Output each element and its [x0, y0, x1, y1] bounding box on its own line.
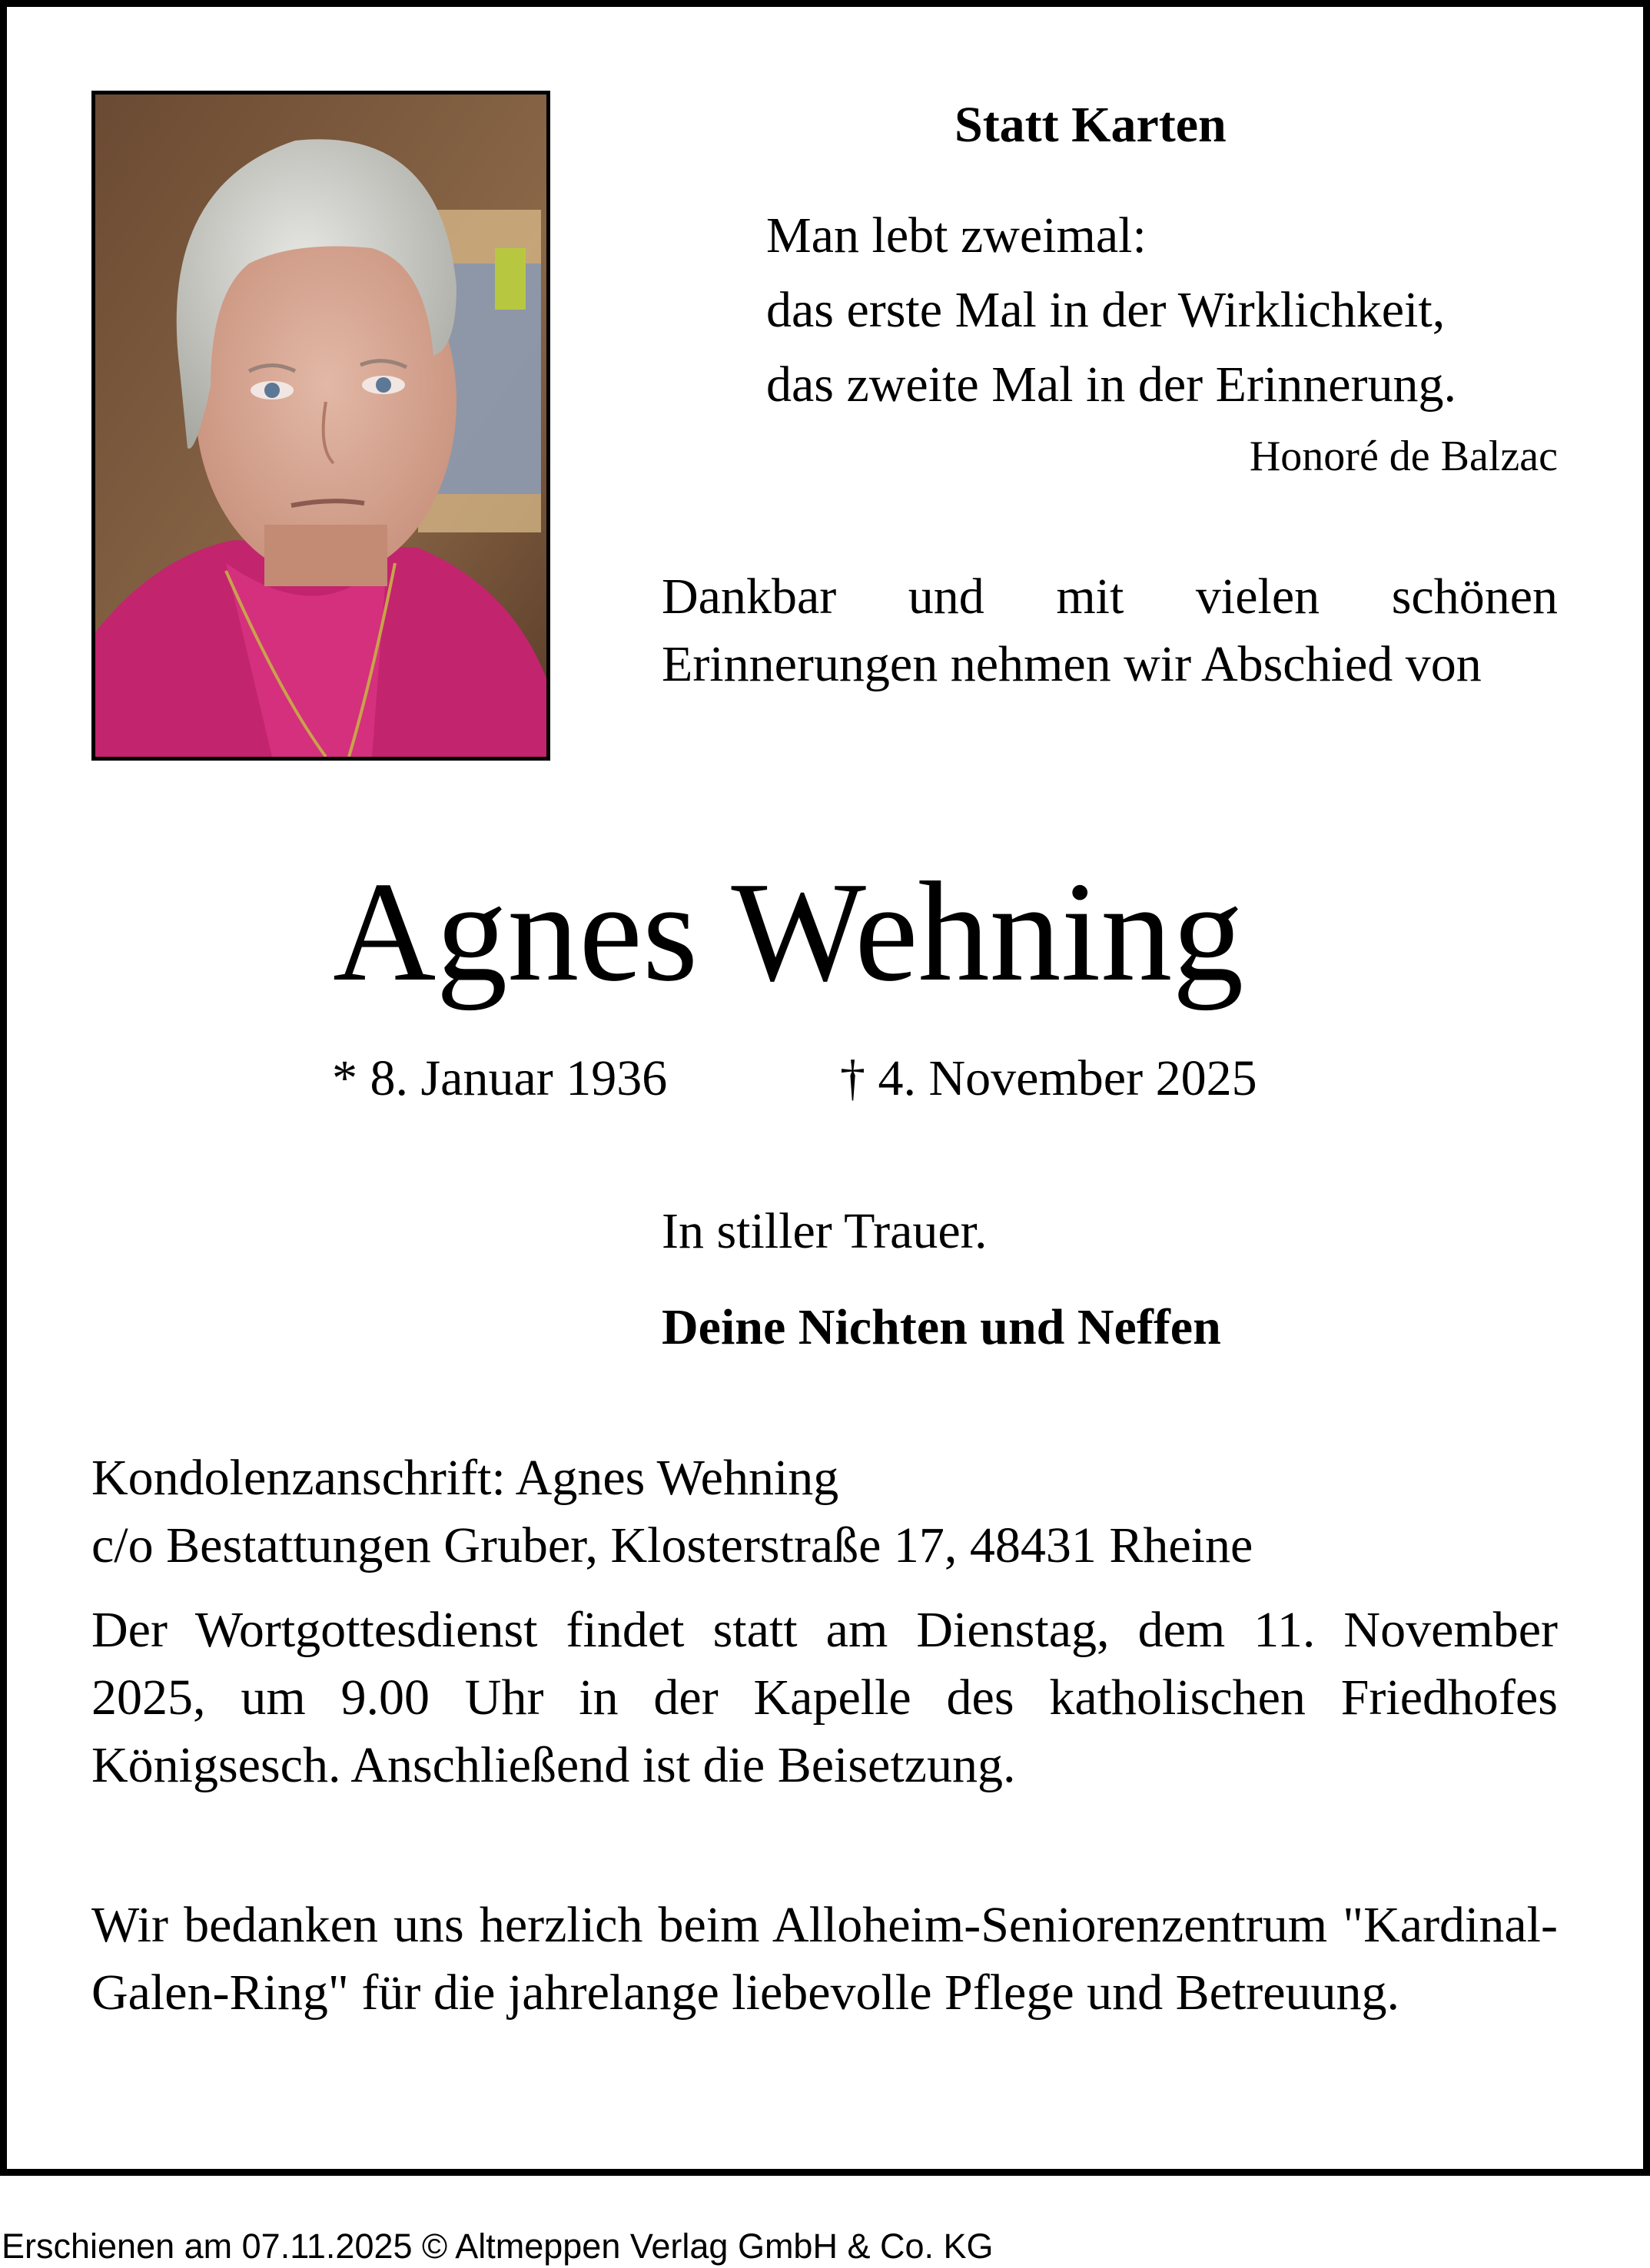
- mourning-line: In stiller Trauer.: [662, 1203, 988, 1259]
- condolence-line: c/o Bestattungen Gruber, Klosterstraße 17, 48431 Rheine: [91, 1517, 1253, 1573]
- publication-footer: Erschienen am 07.11.2025 © Altmeppen Verlag GmbH & Co. KG: [2, 2227, 994, 2266]
- family-signature: Deine Nichten und Neffen: [662, 1299, 1221, 1355]
- condolence-address: [91, 1444, 1253, 1580]
- quote-author: Honoré de Balzac: [1249, 433, 1558, 480]
- birth-date: * 8. Januar 1936: [332, 1050, 668, 1106]
- quote: [766, 198, 1456, 422]
- quote-line: Man lebt zweimal:: [766, 207, 1147, 264]
- portrait-photo: [91, 91, 550, 761]
- deceased-name: Agnes Wehning: [333, 853, 1244, 1011]
- service-info: Der Wortgottesdienst findet statt am Dienstag, dem 11. November 2025, um 9.00 Uhr in der Kapelle des katholischen Friedhofes Königsesch. Anschließend ist die Beisetzung.: [91, 1602, 1558, 1793]
- intro-text: Dankbar und mit vielen schönen Erinnerungen nehmen wir Abschied von: [662, 569, 1558, 692]
- thanks-text: Wir bedanken uns herzlich beim Alloheim-Seniorenzentrum "Kardinal-Galen-Ring" für die jahrelange liebevolle Pflege und Betreuung.: [91, 1897, 1558, 2021]
- notice-heading: Statt Karten: [954, 97, 1227, 153]
- quote-line: das erste Mal in der Wirklichkeit,: [766, 282, 1446, 338]
- quote-line: das zweite Mal in der Erinnerung.: [766, 356, 1457, 413]
- portrait-image: [95, 94, 546, 757]
- condolence-line: Kondolenzanschrift: Agnes Wehning: [91, 1450, 839, 1506]
- death-date: † 4. November 2025: [840, 1050, 1257, 1106]
